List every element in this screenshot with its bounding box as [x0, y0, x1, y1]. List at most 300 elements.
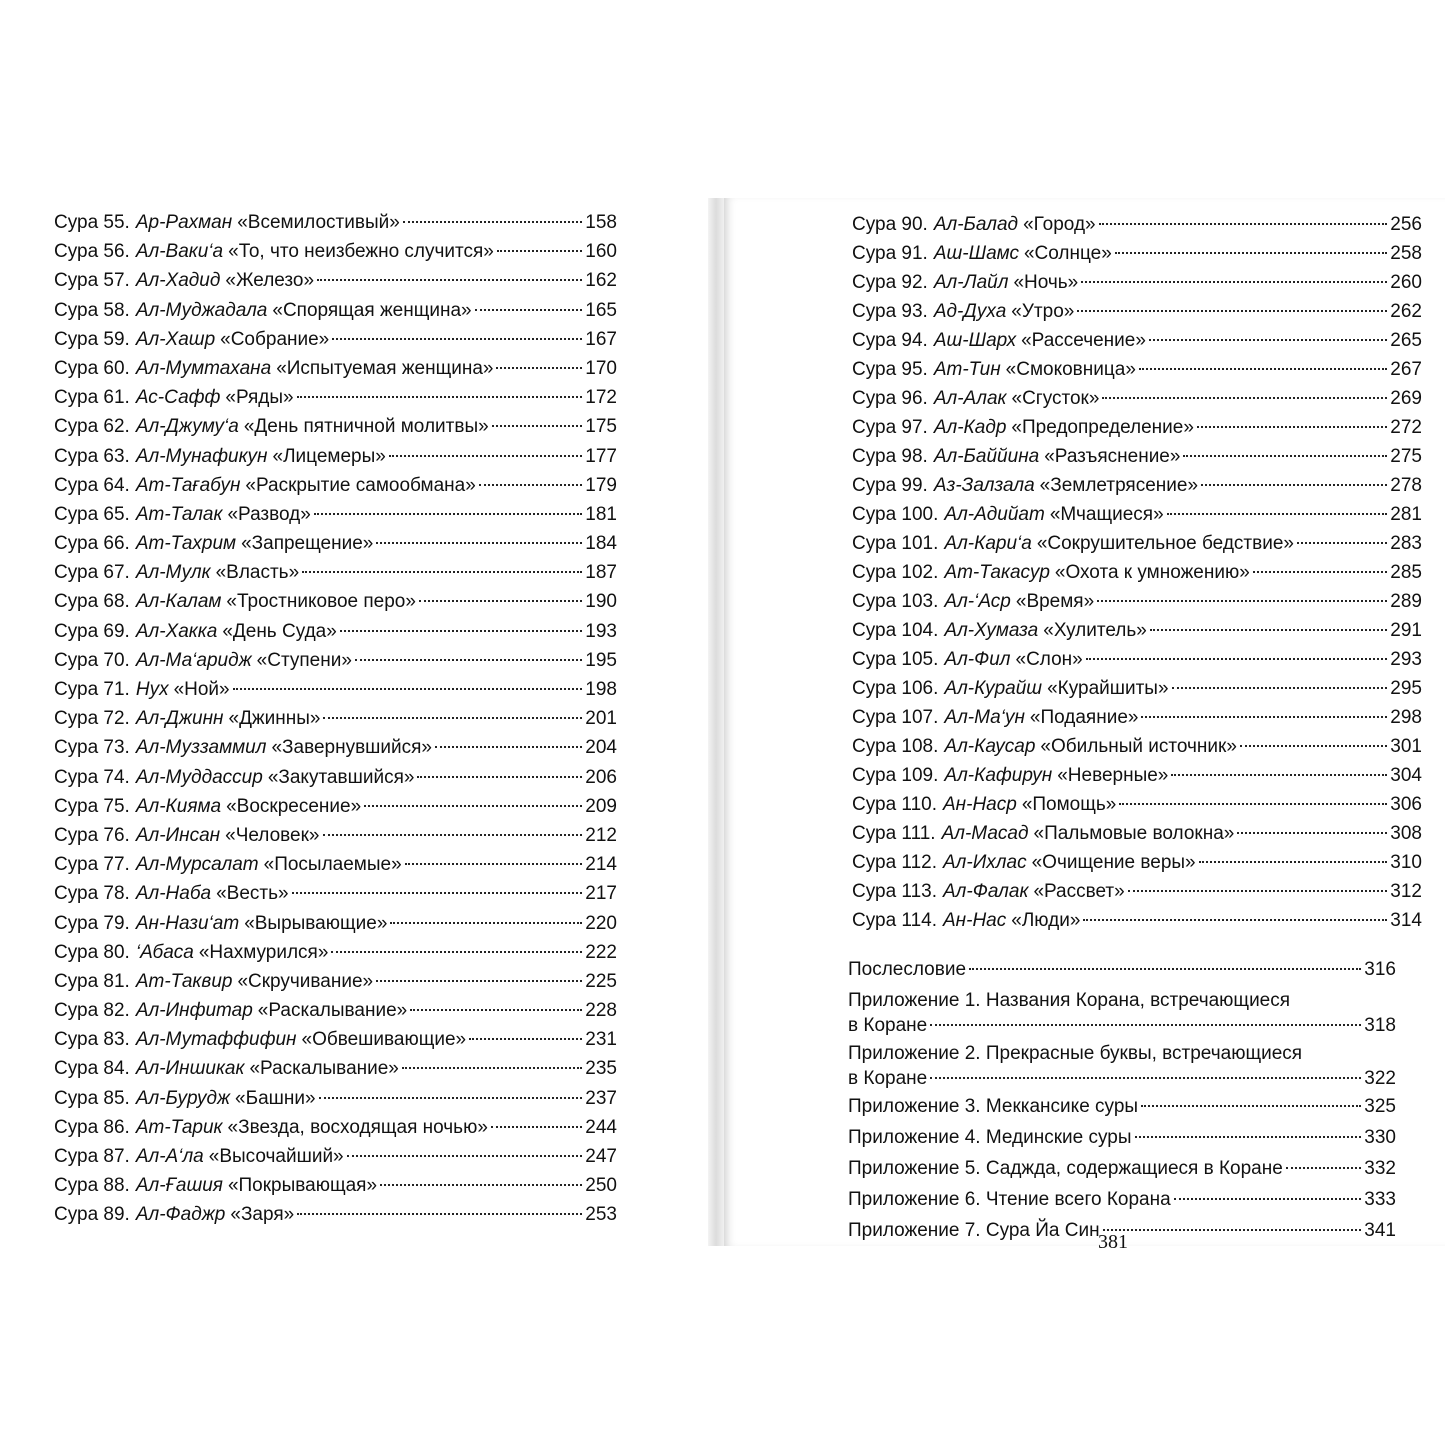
- page-reference: 281: [1390, 504, 1422, 525]
- appendix-title: Приложение 4. Мединские суры: [848, 1127, 1132, 1148]
- dot-leader: [435, 745, 582, 748]
- toc-entry: [54, 733, 617, 762]
- page-reference: 265: [1390, 330, 1422, 351]
- sura-translation: «Город»: [1023, 214, 1096, 235]
- sura-number: Сура 71.: [54, 679, 130, 700]
- appendix-title: Приложение 1. Названия Корана, встречающиеся: [848, 990, 1291, 1011]
- toc-entry: [54, 1171, 617, 1200]
- sura-translation: «Башни»: [235, 1087, 316, 1109]
- sura-translation: «Вырывающие»: [244, 912, 388, 934]
- toc-entry: [54, 879, 617, 908]
- sura-translation: «Ночь»: [1013, 272, 1079, 293]
- dot-leader: [419, 599, 582, 602]
- sura-translation: «Ной»: [173, 679, 230, 700]
- page-reference: 333: [1364, 1189, 1396, 1210]
- sura-number: Сура 64.: [54, 474, 130, 496]
- sura-number: Сура 97.: [852, 417, 928, 438]
- page-reference: 267: [1390, 359, 1422, 380]
- sura-number: Сура 104.: [852, 620, 939, 641]
- page-reference: 172: [585, 387, 617, 409]
- sura-translation: «Собрание»: [220, 328, 330, 350]
- sura-number: Сура 114.: [852, 910, 937, 931]
- toc-entry: [852, 558, 1422, 587]
- sura-number: Сура 67.: [54, 562, 130, 584]
- toc-left-column: [54, 208, 617, 1230]
- toc-entry: [54, 1113, 617, 1142]
- dot-leader: [491, 1125, 582, 1128]
- sura-number: Сура 106.: [852, 678, 939, 699]
- dot-leader: [1141, 715, 1387, 718]
- sura-name: Ал-Ғашия: [135, 1175, 223, 1197]
- page-number: 381: [1098, 1231, 1128, 1253]
- sura-translation: «Лицемеры»: [272, 445, 386, 467]
- sura-number: Сура 59.: [54, 328, 130, 350]
- sura-translation: «То, что неизбежно случится»: [228, 241, 494, 263]
- sura-translation: «Звезда, восходящая ночью»: [227, 1116, 488, 1138]
- sura-translation: «Землетрясение»: [1039, 475, 1199, 496]
- sura-name: Ат-Таквир: [135, 970, 233, 992]
- sura-name: Ал-Кафирун: [944, 765, 1053, 786]
- sura-translation: «Ряды»: [225, 387, 294, 409]
- sura-name: Ал-Алак: [933, 388, 1007, 409]
- sura-name: Ан-Наср: [943, 794, 1017, 815]
- toc-entry: [852, 732, 1422, 761]
- sura-name: Ал-Калам: [135, 591, 222, 613]
- toc-entry: [54, 1142, 617, 1171]
- toc-entry: [54, 1084, 617, 1113]
- sura-number: Сура 57.: [54, 270, 130, 292]
- toc-entry: [54, 792, 617, 821]
- dot-leader: [1171, 773, 1387, 776]
- sura-number: Сура 109.: [852, 765, 939, 786]
- sura-number: Сура 85.: [54, 1087, 130, 1109]
- page-reference: 170: [585, 357, 617, 379]
- page-reference: 278: [1390, 475, 1422, 496]
- dot-leader: [297, 1212, 582, 1215]
- sura-name: Ал-Муджадала: [135, 299, 268, 321]
- sura-translation: «Испытуемая женщина»: [276, 357, 494, 379]
- sura-translation: «Время»: [1015, 591, 1095, 612]
- toc-entry: [852, 674, 1422, 703]
- toc-entry: [54, 704, 617, 733]
- page-reference: 314: [1390, 910, 1422, 931]
- dot-leader: [496, 366, 582, 369]
- toc-entry: [54, 763, 617, 792]
- sura-name: Ал-Кияма: [135, 795, 222, 817]
- sura-translation: «Сгусток»: [1011, 388, 1100, 409]
- toc-entry: [54, 325, 617, 354]
- page-reference: 332: [1364, 1158, 1396, 1179]
- sura-name: Ал-Муддассир: [135, 766, 263, 788]
- dot-leader: [1150, 628, 1387, 631]
- sura-translation: «Железо»: [225, 270, 315, 292]
- sura-name: Ат-Талак: [135, 503, 223, 525]
- sura-name: Ал-Лайл: [933, 272, 1009, 293]
- sura-name: Ат-Тин: [933, 359, 1001, 380]
- toc-entry: [852, 442, 1422, 471]
- toc-entry: [54, 1025, 617, 1054]
- sura-number: Сура 92.: [852, 272, 928, 293]
- sura-name: Ал-Джинн: [135, 708, 224, 730]
- toc-entry: [852, 239, 1422, 268]
- sura-translation: «Ступени»: [256, 649, 352, 671]
- dot-leader: [1197, 425, 1387, 428]
- sura-number: Сура 74.: [54, 766, 130, 788]
- dot-leader: [347, 1154, 583, 1157]
- toc-entry: [852, 761, 1422, 790]
- toc-entry: [54, 1054, 617, 1083]
- toc-entry: [54, 266, 617, 295]
- page-reference: 258: [1390, 243, 1422, 264]
- sura-number: Сура 72.: [54, 708, 130, 730]
- toc-entry: [54, 529, 617, 558]
- page-reference: 177: [585, 445, 617, 467]
- page-reference: 217: [585, 883, 617, 905]
- dot-leader: [1237, 831, 1387, 834]
- sura-number: Сура 86.: [54, 1116, 130, 1138]
- dot-leader: [1253, 570, 1388, 573]
- toc-entry: [852, 471, 1422, 500]
- toc-entry: [852, 819, 1422, 848]
- sura-translation: «Рассвет»: [1033, 881, 1125, 902]
- dot-leader: [930, 1076, 1361, 1079]
- dot-leader: [323, 833, 583, 836]
- toc-entry: [852, 587, 1422, 616]
- sura-translation: «Тростниковое перо»: [226, 591, 416, 613]
- sura-name: Ал-Мунафикун: [135, 445, 268, 467]
- sura-translation: «Очищение веры»: [1031, 852, 1196, 873]
- sura-name: Аз-Залзала: [933, 475, 1035, 496]
- sura-number: Сура 78.: [54, 883, 130, 905]
- sura-number: Сура 100.: [852, 504, 939, 525]
- sura-name: Ал-Хакка: [135, 620, 218, 642]
- sura-name: Ал-Мутаффифин: [135, 1029, 297, 1051]
- sura-translation: «Обильный источник»: [1040, 736, 1237, 757]
- appendix-list: [848, 957, 1396, 1249]
- appendix-title: Послесловие: [848, 959, 967, 980]
- sura-name: Ат-Тағабун: [135, 474, 241, 496]
- appendix-title-continued: в Коране: [848, 1015, 928, 1036]
- dot-leader: [376, 979, 582, 982]
- page-reference: 312: [1390, 881, 1422, 902]
- dot-leader: [405, 862, 583, 865]
- sura-name: Ал-‘Аср: [944, 591, 1011, 612]
- sura-name: Ал-Мурсалат: [135, 854, 259, 876]
- sura-name: Аш-Шарх: [933, 330, 1017, 351]
- sura-number: Сура 68.: [54, 591, 130, 613]
- page-reference: 209: [585, 795, 617, 817]
- sura-number: Сура 112.: [852, 852, 937, 873]
- sura-name: Ал-Мулк: [135, 562, 211, 584]
- sura-number: Сура 91.: [852, 243, 928, 264]
- page-reference: 269: [1390, 388, 1422, 409]
- page-reference: 250: [585, 1175, 617, 1197]
- toc-entry: [852, 848, 1422, 877]
- sura-translation: «Предопределение»: [1011, 417, 1194, 438]
- sura-name: Ал-Муззаммил: [135, 737, 267, 759]
- sura-name: Ал-Инфитар: [135, 1000, 253, 1022]
- dot-leader: [1240, 744, 1387, 747]
- sura-translation: «Подаяние»: [1029, 707, 1139, 728]
- toc-entry: [852, 326, 1422, 355]
- toc-entry: [852, 210, 1422, 239]
- sura-number: Сура 56.: [54, 241, 130, 263]
- sura-name: Ал-Хашр: [135, 328, 216, 350]
- toc-entry: [852, 790, 1422, 819]
- dot-leader: [1183, 454, 1387, 457]
- sura-translation: «Человек»: [225, 824, 320, 846]
- dot-leader: [376, 541, 582, 544]
- page-reference: 310: [1390, 852, 1422, 873]
- sura-translation: «Сокрушительное бедствие»: [1036, 533, 1294, 554]
- sura-number: Сура 55.: [54, 212, 130, 233]
- sura-translation: «Помощь»: [1021, 794, 1117, 815]
- sura-number: Сура 90.: [852, 214, 928, 235]
- page-reference: 228: [585, 1000, 617, 1022]
- sura-translation: «Раскалывание»: [257, 1000, 408, 1022]
- sura-number: Сура 99.: [852, 475, 928, 496]
- page-reference: 247: [585, 1146, 617, 1167]
- sura-number: Сура 102.: [852, 562, 939, 583]
- toc-entry: [852, 268, 1422, 297]
- appendix-entry: [848, 988, 1396, 1038]
- page-reference: 235: [585, 1058, 617, 1080]
- toc-entry: [852, 906, 1422, 935]
- page-reference: 272: [1390, 417, 1422, 438]
- page-reference: 179: [585, 474, 617, 496]
- sura-translation: «Воскресение»: [226, 795, 362, 817]
- toc-entry: [852, 703, 1422, 732]
- sura-number: Сура 87.: [54, 1146, 130, 1167]
- dot-leader: [314, 512, 582, 515]
- sura-translation: «Охота к умножению»: [1054, 562, 1250, 583]
- dot-leader: [355, 658, 582, 661]
- sura-number: Сура 98.: [852, 446, 928, 467]
- toc-entry: [54, 383, 617, 412]
- page-reference: 289: [1390, 591, 1422, 612]
- sura-translation: «Неверные»: [1057, 765, 1169, 786]
- appendix-title-continued: в Коране: [848, 1068, 928, 1089]
- sura-name: Ал-Ма‘ун: [944, 707, 1025, 728]
- dot-leader: [1102, 396, 1387, 399]
- dot-leader: [410, 1008, 582, 1011]
- sura-translation: «Мчащиеся»: [1049, 504, 1164, 525]
- sura-number: Сура 110.: [852, 794, 937, 815]
- sura-translation: «Развод»: [227, 503, 311, 525]
- toc-entry: [852, 384, 1422, 413]
- sura-number: Сура 111.: [852, 823, 936, 844]
- sura-number: Сура 83.: [54, 1029, 130, 1051]
- dot-leader: [930, 1023, 1361, 1026]
- dot-leader: [323, 716, 582, 719]
- sura-translation: «Посылаемые»: [263, 854, 402, 876]
- sura-name: Ал-Ваки‘а: [135, 241, 224, 263]
- sura-name: Ал-Фаджр: [135, 1204, 226, 1226]
- dot-leader: [417, 775, 582, 778]
- dot-leader: [1141, 1104, 1361, 1107]
- appendix-entry: [848, 1125, 1396, 1153]
- dot-leader: [332, 337, 582, 340]
- toc-entry: [54, 587, 617, 616]
- dot-leader: [497, 249, 582, 252]
- dot-leader: [390, 921, 582, 924]
- page-reference: 222: [585, 941, 617, 963]
- page-reference: 167: [585, 328, 617, 350]
- page-reference: 190: [585, 591, 617, 613]
- appendix-entry: [848, 1187, 1396, 1215]
- page-reference: 325: [1364, 1096, 1396, 1117]
- page-reference: 214: [585, 854, 617, 876]
- page-reference: 162: [585, 270, 617, 292]
- toc-entry: [852, 645, 1422, 674]
- sura-number: Сура 84.: [54, 1058, 130, 1080]
- toc-entry: [54, 412, 617, 441]
- toc-entry: [54, 500, 617, 529]
- sura-name: Ал-Кари‘а: [944, 533, 1032, 554]
- sura-translation: «Солнце»: [1023, 243, 1112, 264]
- sura-translation: «Запрещение»: [241, 533, 374, 555]
- sura-translation: «Спорящая женщина»: [272, 299, 472, 321]
- dot-leader: [292, 891, 583, 894]
- sura-number: Сура 73.: [54, 737, 130, 759]
- toc-entry: [852, 616, 1422, 645]
- dot-leader: [469, 1037, 582, 1040]
- toc-entry: [54, 354, 617, 383]
- sura-translation: «Смоковница»: [1005, 359, 1136, 380]
- dot-leader: [1149, 338, 1387, 341]
- toc-entry: [852, 355, 1422, 384]
- appendix-title: Приложение 7. Сура Йа Син: [848, 1220, 1100, 1241]
- dot-leader: [1128, 889, 1388, 892]
- sura-number: Сура 82.: [54, 1000, 130, 1022]
- sura-name: Ал-Каусар: [944, 736, 1036, 757]
- sura-translation: «Люди»: [1011, 910, 1081, 931]
- dot-leader: [1167, 512, 1388, 515]
- page-reference: 298: [1390, 707, 1422, 728]
- page-reference: 237: [585, 1087, 617, 1109]
- dot-leader: [380, 1183, 582, 1186]
- sura-translation: «Рассечение»: [1021, 330, 1146, 351]
- page-reference: 308: [1390, 823, 1422, 844]
- dot-leader: [1174, 1197, 1362, 1200]
- sura-translation: «Завернувшийся»: [271, 737, 432, 759]
- sura-number: Сура 76.: [54, 824, 130, 846]
- sura-number: Сура 77.: [54, 854, 130, 876]
- page-reference: 187: [585, 562, 617, 584]
- dot-leader: [389, 454, 582, 457]
- sura-number: Сура 60.: [54, 357, 130, 379]
- toc-entry: [54, 558, 617, 587]
- dot-leader: [402, 1066, 582, 1069]
- dot-leader: [1201, 483, 1387, 486]
- sura-translation: «Заря»: [230, 1204, 295, 1226]
- toc-entry: [54, 646, 617, 675]
- page-reference: 158: [585, 212, 617, 233]
- toc-entry: [54, 850, 617, 879]
- sura-translation: «День Суда»: [222, 620, 337, 642]
- toc-entry: [54, 1200, 617, 1229]
- page-reference: 198: [585, 679, 617, 700]
- page-reference: 231: [585, 1029, 617, 1051]
- toc-entry: [54, 471, 617, 500]
- sura-name: Ал-Балад: [933, 214, 1019, 235]
- appendix-entry: [848, 1041, 1396, 1091]
- sura-name: Ан-Нас: [943, 910, 1007, 931]
- toc-entry: [852, 297, 1422, 326]
- sura-name: Ал-Джуму‘а: [135, 416, 239, 438]
- dot-leader: [1115, 251, 1387, 254]
- page-reference: 285: [1390, 562, 1422, 583]
- page-reference: 212: [585, 824, 617, 846]
- sura-number: Сура 88.: [54, 1175, 130, 1197]
- sura-translation: «Раскрытие самообмана»: [245, 474, 476, 496]
- toc-entry: [54, 208, 617, 237]
- toc-entry: [852, 877, 1422, 906]
- sura-translation: «Высочайший»: [208, 1146, 344, 1167]
- toc-entry: [852, 413, 1422, 442]
- page-reference: 206: [585, 766, 617, 788]
- page-reference: 225: [585, 970, 617, 992]
- sura-name: Ас-Сафф: [135, 387, 221, 409]
- sura-name: Ал-Фалак: [943, 881, 1029, 902]
- dot-leader: [1083, 918, 1387, 921]
- sura-name: Ар-Рахман: [135, 212, 233, 233]
- appendix-title: Приложение 6. Чтение всего Корана: [848, 1189, 1171, 1210]
- sura-name: Ал-Мумтахана: [135, 357, 272, 379]
- toc-entry: [54, 675, 617, 704]
- appendix-entry: [848, 1156, 1396, 1184]
- sura-name: Ал-Курайш: [944, 678, 1043, 699]
- sura-number: Сура 105.: [852, 649, 939, 670]
- page-reference: 193: [585, 620, 617, 642]
- dot-leader: [1103, 1228, 1362, 1231]
- page-reference: 295: [1390, 678, 1422, 699]
- sura-number: Сура 93.: [852, 301, 928, 322]
- sura-name: Ал-Наба: [135, 883, 212, 905]
- dot-leader: [1199, 860, 1388, 863]
- dot-leader: [403, 220, 582, 223]
- toc-entry: [54, 996, 617, 1025]
- sura-number: Сура 62.: [54, 416, 130, 438]
- sura-translation: «Разъяснение»: [1044, 446, 1181, 467]
- page-reference: 165: [585, 299, 617, 321]
- dot-leader: [319, 1096, 583, 1099]
- toc-entry: [852, 529, 1422, 558]
- toc-entry: [54, 442, 617, 471]
- sura-number: Сура 103.: [852, 591, 939, 612]
- sura-translation: «Курайшиты»: [1047, 678, 1169, 699]
- page-reference: 341: [1364, 1220, 1396, 1241]
- page-reference: 184: [585, 533, 617, 555]
- page-reference: 306: [1390, 794, 1422, 815]
- dot-leader: [1297, 541, 1387, 544]
- sura-name: Ал-Инсан: [135, 824, 221, 846]
- sura-number: Сура 75.: [54, 795, 130, 817]
- sura-translation: «День пятничной молитвы»: [243, 416, 489, 438]
- sura-translation: «Пальмовые волокна»: [1033, 823, 1235, 844]
- page-reference: 291: [1390, 620, 1422, 641]
- sura-translation: «Закутавшийся»: [267, 766, 415, 788]
- page-reference: 204: [585, 737, 617, 759]
- appendix-title: Приложение 3. Меккансике суры: [848, 1096, 1139, 1117]
- sura-name: Ал-Иншикак: [135, 1058, 245, 1080]
- toc-entry: [54, 967, 617, 996]
- page-reference: 283: [1390, 533, 1422, 554]
- sura-name: Аш-Шамс: [933, 243, 1019, 264]
- dot-leader: [340, 629, 583, 632]
- appendix-title: Приложение 5. Саджда, содержащиеся в Коране: [848, 1158, 1283, 1179]
- sura-translation: «Раскалывание»: [249, 1058, 399, 1080]
